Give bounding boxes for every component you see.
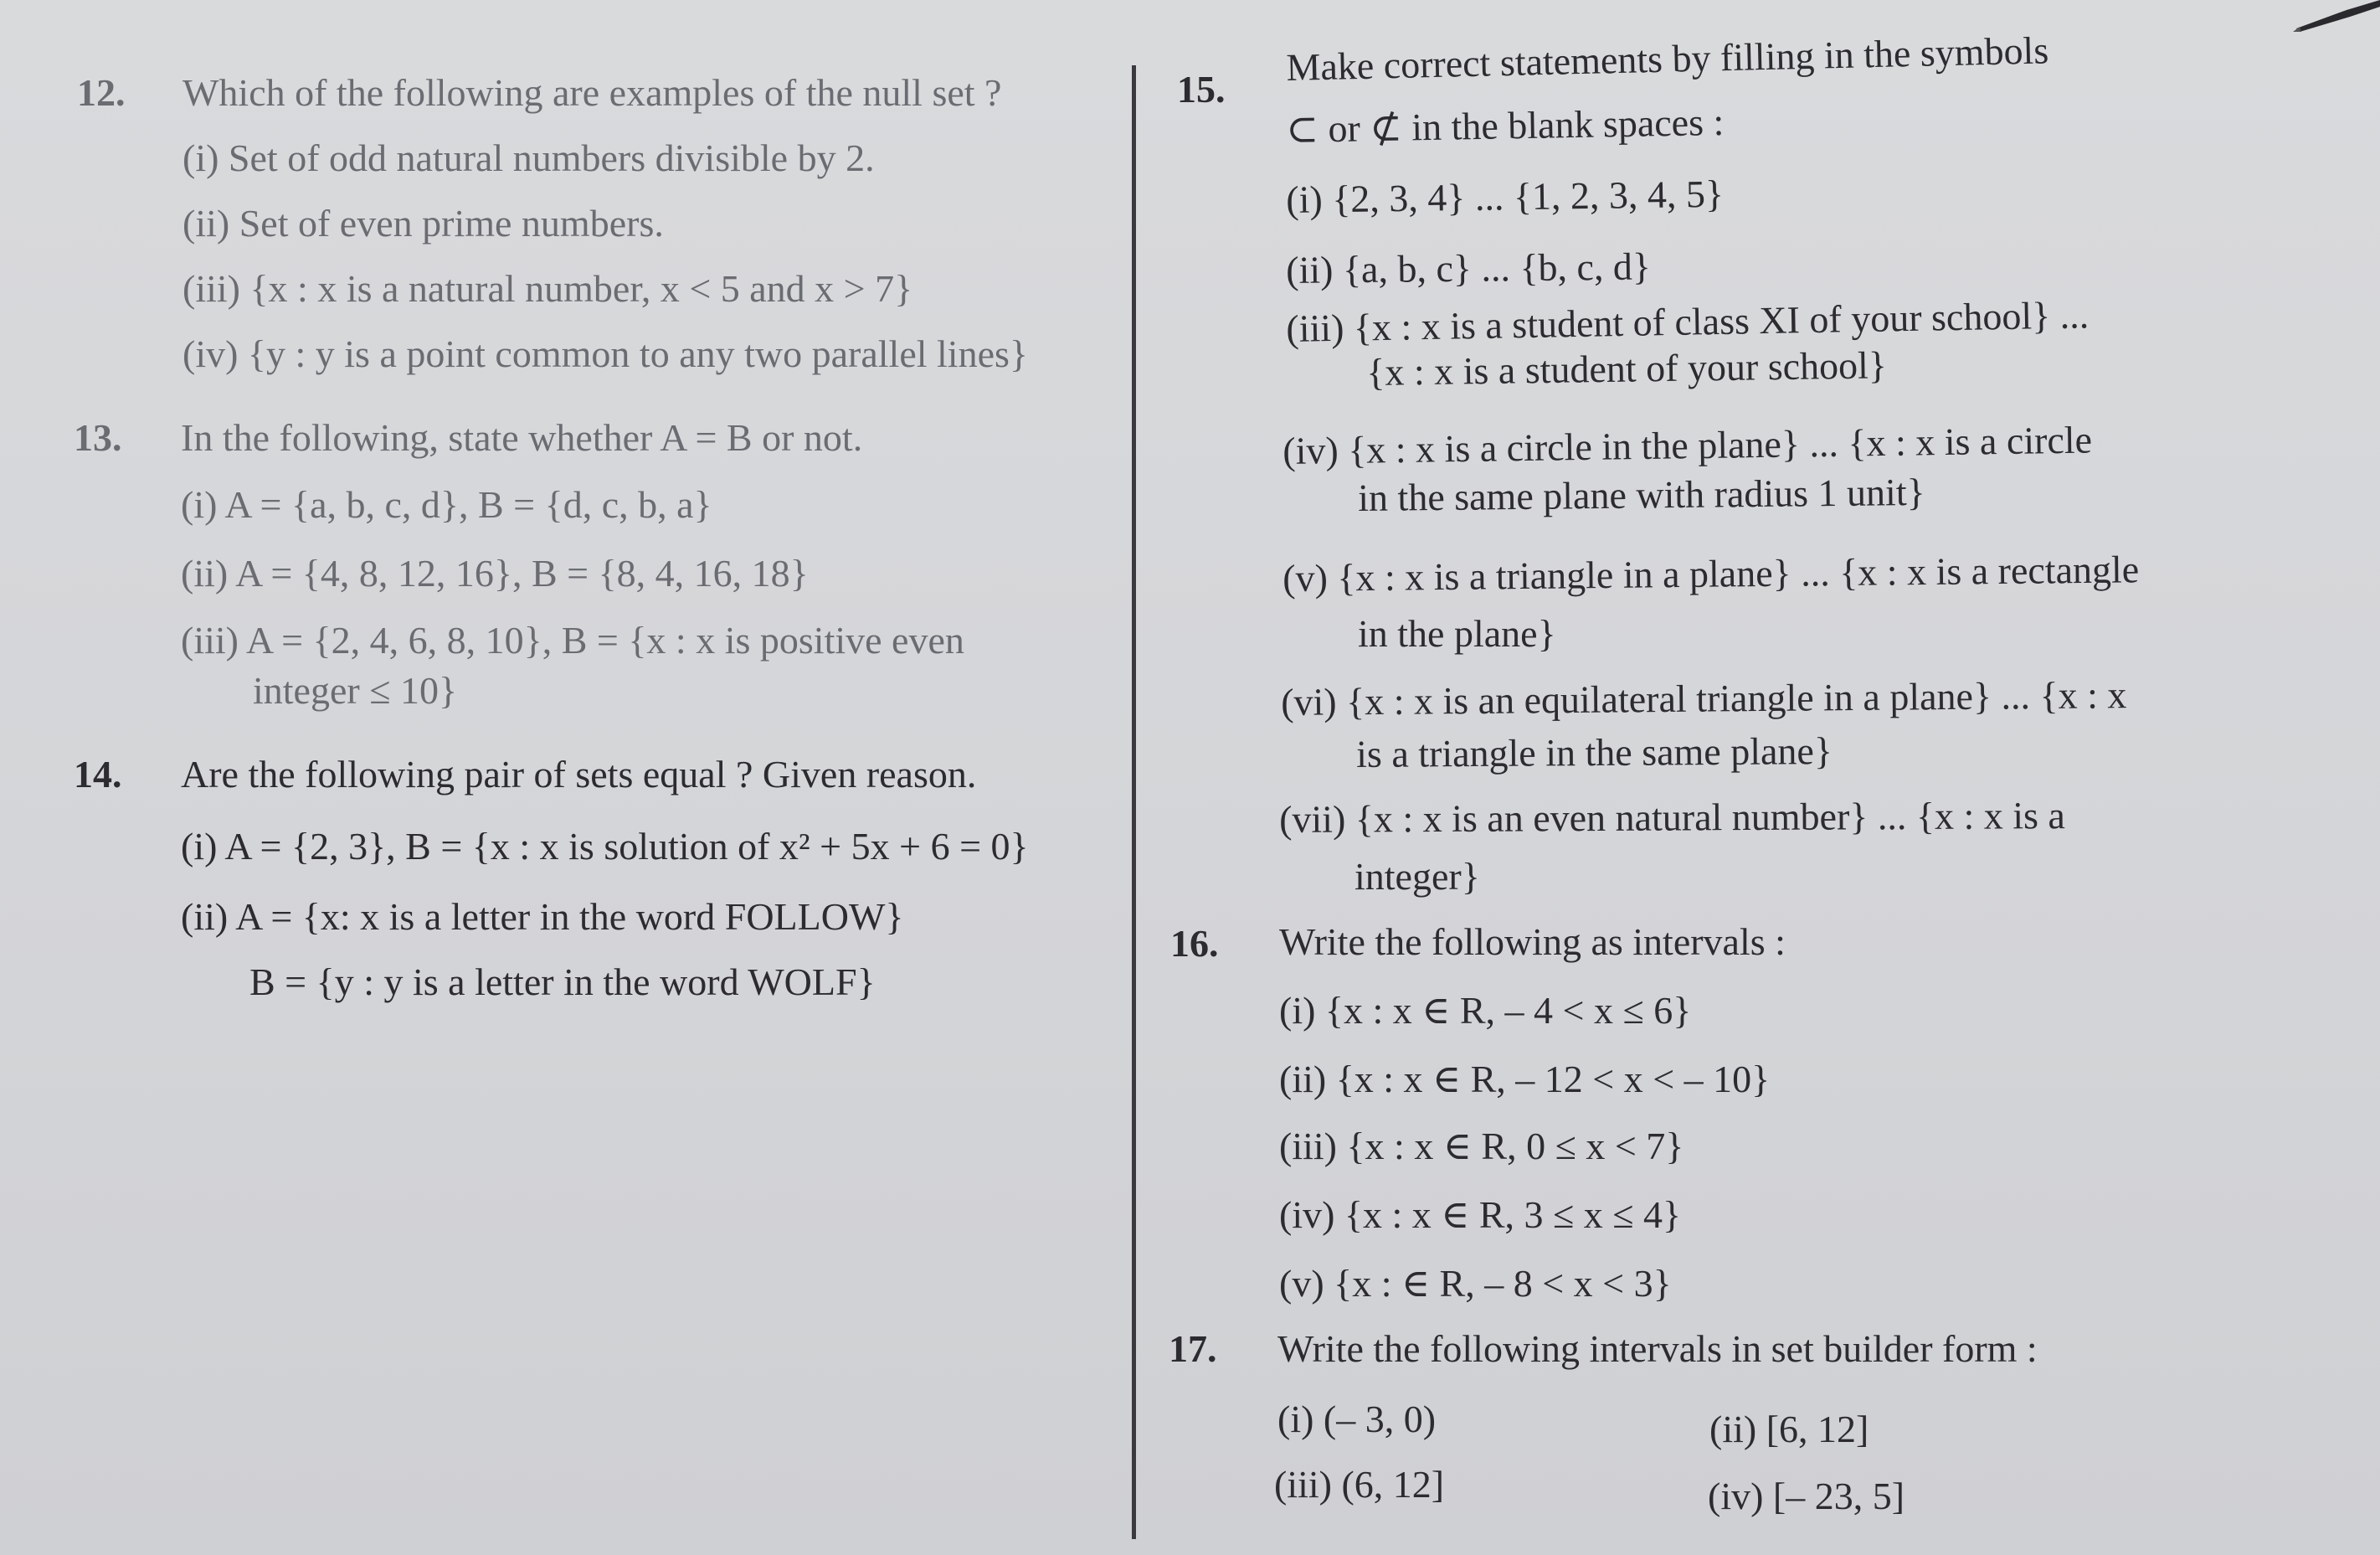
question-15-item: (iii) {x : x is a student of class XI of your school} ...	[1285, 293, 2090, 350]
question-13-item: (iii) A = {2, 4, 6, 8, 10}, B = {x : x is positive even	[181, 619, 964, 662]
question-15-item-continuation: integer}	[1354, 855, 1480, 898]
question-15-text: Make correct statements by filling in the symbols	[1285, 28, 2049, 89]
question-15-item: (ii) {a, b, c} ... {b, c, d}	[1285, 245, 1652, 291]
question-15-item-continuation: is a triangle in the same plane}	[1355, 729, 1833, 775]
question-17-number: 17.	[1169, 1327, 1217, 1370]
question-12-text: Which of the following are examples of the null set ?	[182, 71, 1002, 114]
question-17-item: (i) (– 3, 0)	[1277, 1398, 1437, 1440]
question-13-item: (i) A = {a, b, c, d}, B = {d, c, b, a}	[181, 483, 712, 526]
pen-tip-icon	[2288, 0, 2380, 33]
question-16-item: (iii) {x : x ∈ R, 0 ≤ x < 7}	[1279, 1125, 1684, 1167]
question-15-item-continuation: in the same plane with radius 1 unit}	[1357, 470, 1925, 519]
question-15-item: (i) {2, 3, 4} ... {1, 2, 3, 4, 5}	[1285, 172, 1725, 221]
question-16-item: (v) {x : ∈ R, – 8 < x < 3}	[1279, 1262, 1672, 1305]
question-16-number: 16.	[1170, 922, 1219, 965]
question-17-item: (ii) [6, 12]	[1709, 1408, 1869, 1450]
column-divider	[1132, 65, 1136, 1539]
question-17-text: Write the following intervals in set builder form :	[1277, 1327, 2038, 1370]
question-15-item-continuation: in the plane}	[1358, 612, 1556, 655]
question-12-item: (iv) {y : y is a point common to any two parallel lines}	[182, 332, 1028, 375]
question-15-number: 15.	[1177, 68, 1226, 111]
question-15-item: (v) {x : x is a triangle in a plane} ... {x : x is a rectangle	[1282, 548, 2140, 600]
question-15-item-continuation: {x : x is a student of your school}	[1365, 343, 1888, 394]
question-14-item: (ii) A = {x: x is a letter in the word FOLLOW}	[181, 895, 904, 938]
question-14-number: 14.	[74, 753, 122, 796]
question-13-item-continuation: integer ≤ 10}	[253, 669, 458, 712]
question-16-item: (i) {x : x ∈ R, – 4 < x ≤ 6}	[1279, 989, 1692, 1032]
question-12-item: (ii) Set of even prime numbers.	[182, 202, 664, 245]
question-14-item-continuation: B = {y : y is a letter in the word WOLF}	[249, 960, 876, 1003]
question-14-text: Are the following pair of sets equal ? Given reason.	[181, 753, 977, 796]
question-15-item: (iv) {x : x is a circle in the plane} ... {x : x is a circle	[1282, 418, 2093, 472]
question-15-item: (vii) {x : x is an even natural number} ... {x : x is a	[1278, 794, 2066, 841]
question-13-item: (ii) A = {4, 8, 12, 16}, B = {8, 4, 16, 18}	[181, 552, 809, 595]
question-13-number: 13.	[74, 416, 122, 459]
question-16-item: (iv) {x : x ∈ R, 3 ≤ x ≤ 4}	[1279, 1193, 1682, 1236]
question-17-item: (iii) (6, 12]	[1274, 1463, 1445, 1506]
question-17-item: (iv) [– 23, 5]	[1708, 1475, 1905, 1517]
question-16-text: Write the following as intervals :	[1279, 920, 1786, 963]
question-15-item: (vi) {x : x is an equilateral triangle in a plane} ... {x : x	[1280, 673, 2127, 723]
question-13-text: In the following, state whether A = B or not.	[181, 416, 863, 459]
question-12-number: 12.	[77, 71, 126, 114]
question-15-symbols: ⊂ or ⊄ in the blank spaces :	[1285, 100, 1725, 151]
question-12-item: (iii) {x : x is a natural number, x < 5 and x > 7}	[182, 267, 913, 310]
question-16-item: (ii) {x : x ∈ R, – 12 < x < – 10}	[1279, 1058, 1771, 1100]
question-14-item: (i) A = {2, 3}, B = {x : x is solution of x² + 5x + 6 = 0}	[181, 825, 1029, 868]
question-12-item: (i) Set of odd natural numbers divisible by 2.	[182, 136, 875, 179]
